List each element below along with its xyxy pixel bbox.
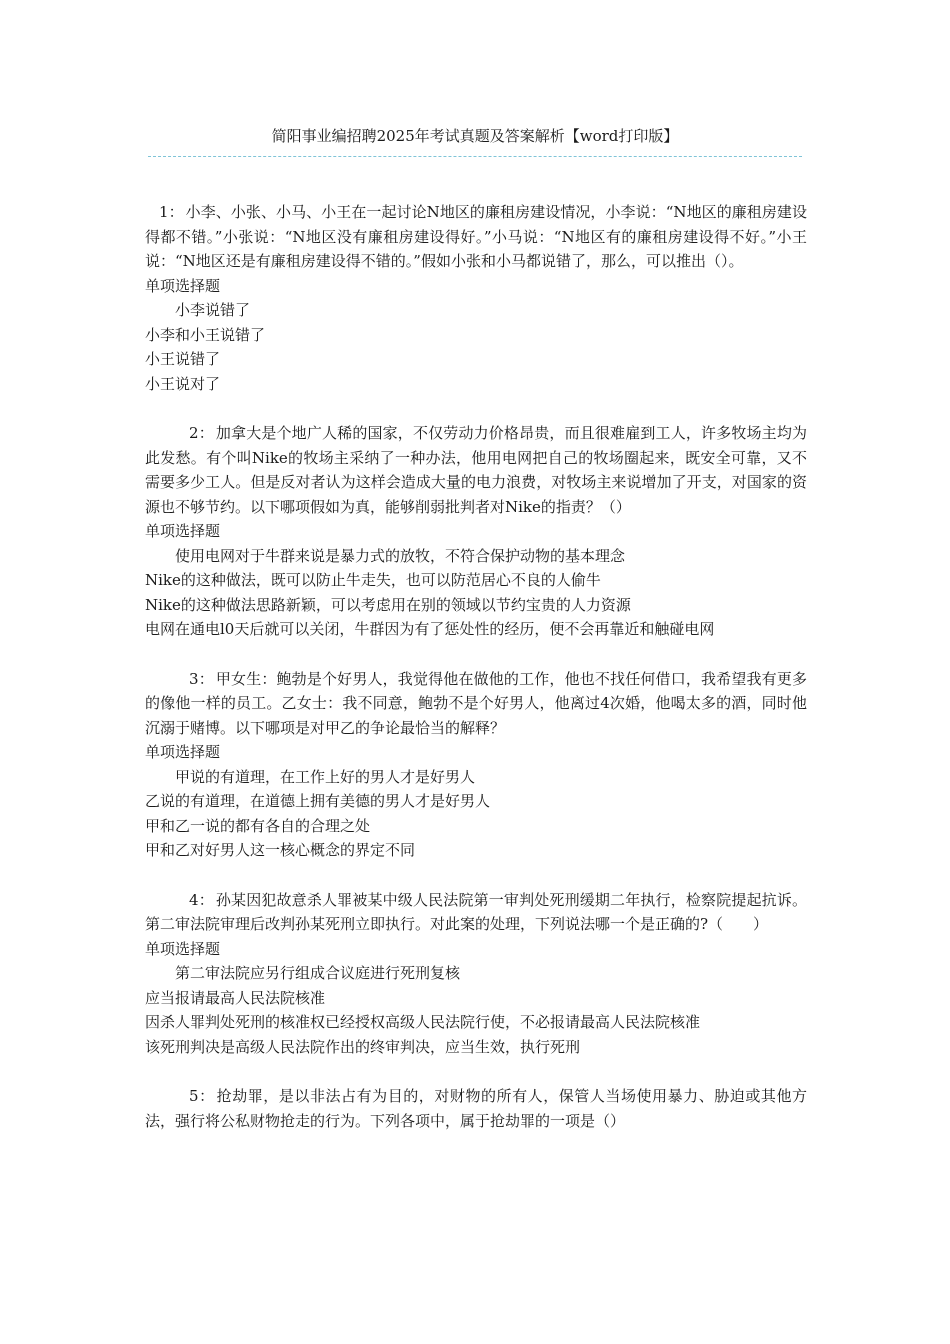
question-stem bbox=[145, 667, 807, 741]
question-text: 抢劫罪，是以非法占有为目的，对财物的所有人，保管人当场使用暴力、胁迫或其他方法，强行将公私财物抢走的行为。下列各项中，属于抢劫罪的一项是（） bbox=[145, 1087, 807, 1130]
option-b[interactable]: 小李和小王说错了 bbox=[145, 325, 266, 344]
question-stem bbox=[145, 421, 807, 519]
question-number: 5： bbox=[189, 1087, 215, 1105]
option-c[interactable]: 小王说错了 bbox=[145, 350, 221, 368]
question-number: 4： bbox=[189, 890, 214, 909]
option-list bbox=[145, 765, 807, 863]
option-d[interactable]: 甲和乙对好男人这一核心概念的界定不同 bbox=[145, 841, 416, 859]
question-2 bbox=[145, 421, 807, 642]
option-b[interactable]: 应当报请最高人民法院核准 bbox=[145, 988, 326, 1007]
title-divider bbox=[148, 156, 802, 157]
option-d[interactable]: 小王说对了 bbox=[145, 374, 221, 393]
question-number: 1： bbox=[159, 203, 184, 221]
question-5 bbox=[145, 1084, 807, 1133]
option-a[interactable]: 甲说的有道理，在工作上好的男人才是好男人 bbox=[175, 767, 476, 786]
option-a[interactable]: 小李说错了 bbox=[175, 301, 251, 319]
option-c[interactable]: 甲和乙一说的都有各自的合理之处 bbox=[145, 816, 371, 835]
question-1 bbox=[145, 200, 807, 396]
question-text: 小李、小张、小马、小王在一起讨论N地区的廉租房建设情况，小李说：“N地区的廉租房建设得都不错。”小张说：“N地区没有廉租房建设得好。”小马说：“N地区有的廉租房建设得不好。”小王说：“N地区还是有廉租房建设得不错的。”假如小张和小马都说错了，那么，可以推出（）。 bbox=[145, 203, 807, 270]
question-text: 加拿大是个地广人稀的国家，不仅劳动力价格昂贵，而且很难雇到工人，许多牧场主均为此发愁。有个叫Nike的牧场主采纳了一种办法，他用电网把自己的牧场圈起来，既安全可靠，又不需要多少工人。但是反对者认为这样会造成大量的电力浪费，对牧场主来说增加了开支，对国家的资源也不够节约。以下哪项假如为真，能够削弱批判者对Nike的指责？（） bbox=[145, 424, 807, 516]
option-d[interactable]: 电网在通电l0天后就可以关闭，牛群因为有了惩处性的经历，便不会再靠近和触碰电网 bbox=[145, 620, 715, 638]
option-c[interactable]: Nike的这种做法思路新颖，可以考虑用在别的领域以节约宝贵的人力资源 bbox=[145, 595, 631, 614]
spacer bbox=[145, 642, 807, 667]
option-list bbox=[145, 298, 807, 396]
option-list bbox=[145, 961, 807, 1059]
spacer bbox=[145, 396, 807, 421]
option-b[interactable]: 乙说的有道理，在道德上拥有美德的男人才是好男人 bbox=[145, 792, 491, 810]
document-body bbox=[145, 200, 807, 1133]
option-d[interactable]: 该死刑判决是高级人民法院作出的终审判决，应当生效，执行死刑 bbox=[145, 1037, 581, 1056]
question-text: 甲女生：鲍勃是个好男人，我觉得他在做他的工作，他也不找任何借口，我希望我有更多的像他一样的员工。乙女士：我不同意，鲍勃不是个好男人，他离过4次婚，他喝太多的酒，同时他沉溺于赌博。以下哪项是对甲乙的争论最恰当的解释？ bbox=[145, 669, 807, 737]
spacer bbox=[145, 863, 807, 888]
document-title: 简阳事业编招聘2025年考试真题及答案解析【word打印版】 bbox=[271, 127, 679, 145]
question-number: 3： bbox=[189, 669, 214, 688]
option-a[interactable]: 第二审法院应另行组成合议庭进行死刑复核 bbox=[175, 964, 461, 982]
option-b[interactable]: Nike的这种做法，既可以防止牛走失，也可以防范居心不良的人偷牛 bbox=[145, 571, 601, 589]
question-4 bbox=[145, 888, 807, 1060]
question-type: 单项选择题 bbox=[145, 522, 221, 540]
option-c[interactable]: 因杀人罪判处死刑的核准权已经授权高级人民法院行使，不必报请最高人民法院核准 bbox=[145, 1013, 701, 1031]
question-stem bbox=[145, 200, 807, 274]
option-list bbox=[145, 544, 807, 642]
question-type: 单项选择题 bbox=[145, 276, 221, 295]
question-stem bbox=[145, 888, 807, 937]
question-3 bbox=[145, 667, 807, 863]
option-a[interactable]: 使用电网对于牛群来说是暴力式的放牧，不符合保护动物的基本理念 bbox=[175, 546, 626, 565]
question-text: 孙某因犯故意杀人罪被某中级人民法院第一审判处死刑缓期二年执行，检察院提起抗诉。第二审法院审理后改判孙某死刑立即执行。对此案的处理，下列说法哪一个是正确的?（ ） bbox=[145, 890, 807, 933]
spacer bbox=[145, 1059, 807, 1084]
question-number: 2： bbox=[189, 424, 214, 442]
question-type: 单项选择题 bbox=[145, 743, 221, 761]
question-stem bbox=[145, 1084, 807, 1133]
question-type: 单项选择题 bbox=[145, 939, 221, 958]
